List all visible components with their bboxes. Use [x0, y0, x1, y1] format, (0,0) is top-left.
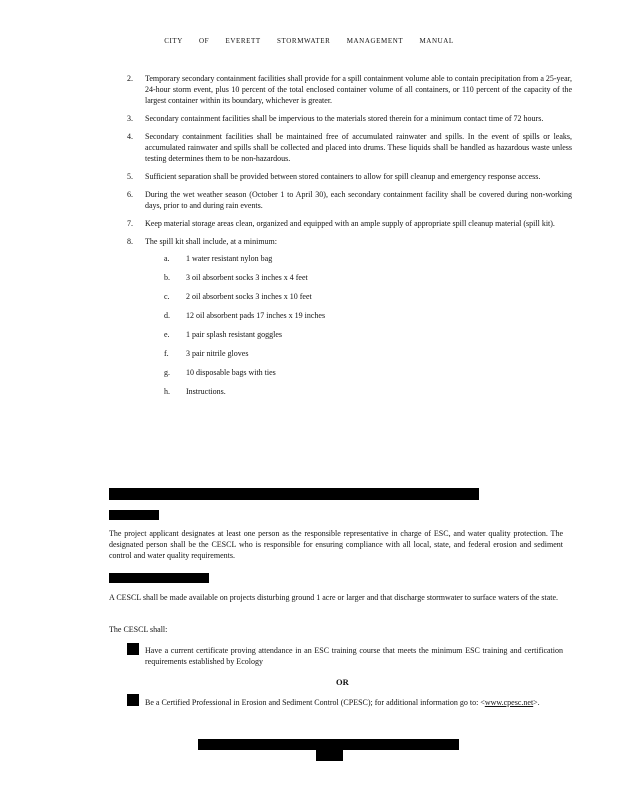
redacted-page-number: [316, 748, 343, 761]
item-number: 2.: [127, 74, 133, 83]
item-text: 3 pair nitrile gloves: [186, 349, 249, 358]
redacted-subheading: [109, 510, 159, 520]
item-text: 1 water resistant nylon bag: [186, 254, 273, 263]
item-text: 12 oil absorbent pads 17 inches x 19 inches: [186, 311, 326, 320]
spill-kit-item: [164, 368, 572, 387]
list-item: [127, 131, 572, 164]
item-text: 10 disposable bags with ties: [186, 368, 276, 377]
page-header: CITY OF EVERETT STORMWATER MANAGEMENT MANUAL: [164, 37, 454, 45]
spill-kit-item: [164, 292, 572, 311]
item-number: 4.: [127, 132, 133, 141]
item-text: Instructions.: [186, 387, 226, 396]
list-item: [127, 113, 572, 124]
item-letter: b.: [164, 273, 170, 282]
option-2-suffix: >.: [533, 698, 540, 707]
item-text: The spill kit shall include, at a minimum:: [145, 237, 277, 246]
item-text: Sufficient separation shall be provided between stored containers to allow for spill cleanup and emergency response access.: [145, 172, 541, 181]
list-item: [127, 73, 572, 106]
cescl-requirement-paragraph: A CESCL shall be made available on projects disturbing ground 1 acre or larger and that discharge stormwater to surface waters of the state.: [109, 593, 559, 602]
spill-kit-item: [164, 311, 572, 330]
item-number: 5.: [127, 172, 133, 181]
item-letter: d.: [164, 311, 170, 320]
cescl-option-2: [145, 697, 563, 708]
item-letter: c.: [164, 292, 170, 301]
cescl-option-1: Have a current certificate proving attendance in an ESC training course that meets the minimum ESC training and certification requirements established by Ecology: [145, 646, 563, 666]
item-number: 8.: [127, 237, 133, 246]
item-number: 7.: [127, 219, 133, 228]
item-letter: a.: [164, 254, 170, 263]
item-text: Keep material storage areas clean, organized and equipped with an ample supply of appropriate spill cleanup material (spill kit).: [145, 219, 555, 228]
redacted-heading: [109, 488, 479, 500]
item-text: 1 pair splash resistant goggles: [186, 330, 282, 339]
cescl-shall-text: The CESCL shall:: [109, 625, 168, 634]
item-letter: h.: [164, 387, 170, 396]
spill-kit-item: [164, 273, 572, 292]
item-number: 3.: [127, 114, 133, 123]
item-text: 3 oil absorbent socks 3 inches x 4 feet: [186, 273, 308, 282]
spill-kit-item: [164, 349, 572, 368]
option-2-text: Be a Certified Professional in Erosion and Sediment Control (CPESC); for additional information go to: <: [145, 698, 485, 707]
square-bullet-icon: [127, 694, 139, 706]
item-letter: e.: [164, 330, 170, 339]
list-item: [127, 218, 572, 229]
or-label: OR: [336, 677, 349, 687]
list-item: [127, 189, 572, 211]
designee-paragraph: The project applicant designates at least one person as the responsible representative in charge of ESC, and water quality protection. The designated person shall be the CESCL who is responsible for ensuring compliance with all local, state, and federal erosion and sediment control and water quality requirements.: [109, 529, 563, 560]
list-item: [127, 171, 572, 182]
square-bullet-icon: [127, 643, 139, 655]
spill-kit-item: [164, 330, 572, 349]
item-text: Temporary secondary containment facilities shall provide for a spill containment volume able to contain precipitation from a 25-year, 24-hour storm event, plus 10 percent of the total enclosed container volume of all containers, or 110 percent of the capacity of the largest container within its boundary, whichever is greater.: [145, 74, 572, 105]
list-item: [127, 236, 572, 247]
spill-kit-list: [164, 254, 572, 406]
item-number: 6.: [127, 190, 133, 199]
item-text: During the wet weather season (October 1 to April 30), each secondary containment facility shall be covered during non-working days, prior to and during rain events.: [145, 190, 572, 210]
cpesc-link[interactable]: www.cpesc.net: [484, 698, 534, 707]
item-text: Secondary containment facilities shall be impervious to the materials stored therein for a minimum contact time of 72 hours.: [145, 114, 544, 123]
containment-requirements-list: [127, 73, 572, 406]
item-letter: f.: [164, 349, 169, 358]
spill-kit-item: [164, 387, 572, 406]
item-letter: g.: [164, 368, 170, 377]
item-text: Secondary containment facilities shall be maintained free of accumulated rainwater and spills. In the event of spills or leaks, accumulated rainwater and spills shall be collected and placed into drums. These liquids shall be handled as hazardous waste unless testing determines them to be non-hazardous.: [145, 132, 572, 163]
item-text: 2 oil absorbent socks 3 inches x 10 feet: [186, 292, 312, 301]
redacted-subheading: [109, 573, 209, 583]
spill-kit-item: [164, 254, 572, 273]
